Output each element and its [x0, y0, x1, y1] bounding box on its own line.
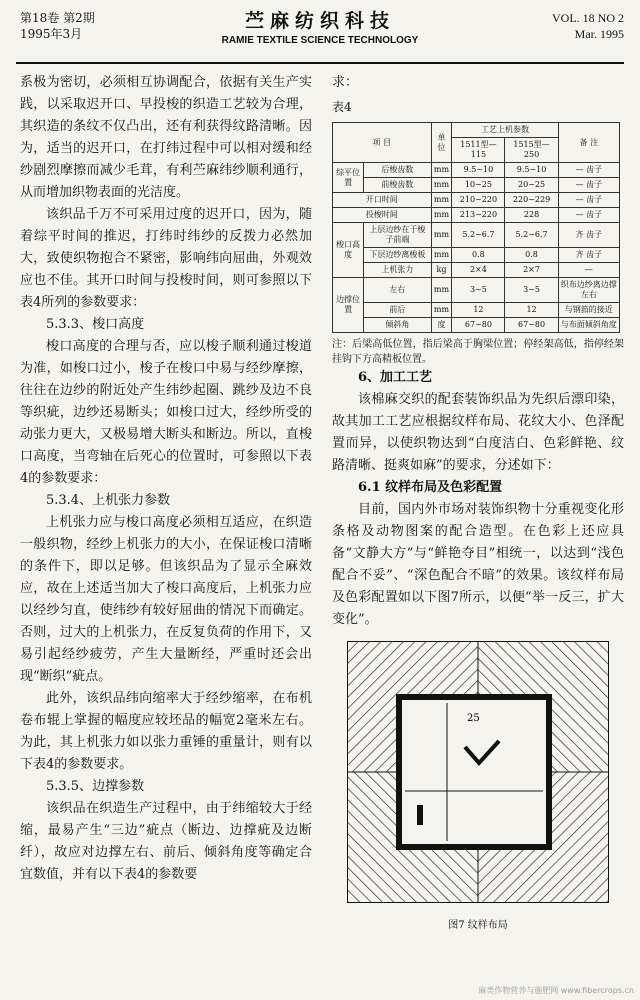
table-cell: 度	[431, 318, 452, 333]
header-rule	[16, 62, 624, 64]
paragraph: 目前，国内外市场对装饰织物十分重视变化形条格及动物图案的配合造型。在色彩上还应具备“文静大方”与“鲜艳夺目”相统一，以达到“浅色配合不妥”、“深色配合不暗”的效果。该纹样布局及色彩配置如以下图7所示，以便“举一反三，扩大变化”。	[332, 502, 624, 627]
table-cell: 20~25	[505, 178, 558, 193]
table-note: 注：后梁高低位置，指后梁高于胸梁位置；停经架高低，指停经架挂钩下方高精板位置。	[332, 339, 624, 365]
table-cell: 0.8	[505, 248, 558, 263]
table-cell: 5.2~6.7	[452, 223, 505, 248]
table-cell: 210~220	[452, 193, 505, 208]
journal-title-cn: 苎麻纺织科技	[244, 10, 395, 32]
table-cell: 0.8	[452, 248, 505, 263]
table-header-cell: 单位	[431, 123, 452, 163]
table-cell: mm	[431, 303, 452, 318]
table-cell: 前后	[364, 303, 431, 318]
table-cell: 220~229	[505, 193, 558, 208]
figure-caption: 图7 纹样布局	[448, 920, 508, 931]
table-cell: 齐 齿子	[558, 223, 619, 248]
figure-7	[347, 641, 609, 937]
table-cell: 与钢筘的接近	[558, 303, 619, 318]
date-en: Mar. 1995	[574, 27, 624, 41]
paragraph: 该棉麻交织的配套装饰织品为先织后漂印染，故其加工工艺应根据纹样布局、花纹大小、色泽配置而异，以使织物达到“白度洁白、色彩鲜艳、纹路清晰、挺爽如麻”的要求，分述如下：	[332, 392, 624, 473]
right-column	[332, 72, 624, 937]
table-cell: 前梭齿数	[364, 178, 431, 193]
table-header-row	[333, 123, 620, 138]
table-row	[333, 303, 620, 318]
table-row	[333, 208, 620, 223]
paragraph: 该织品在织造生产过程中，由于纬缩较大于经缩，最易产生“三边”疵点（断边、边撑疵及边断纤），故应对边撑左右、前后、倾斜角度等确定合宜数值，并有以下表4的参数要	[20, 801, 312, 882]
paragraph: 系极为密切，必须相互协调配合，依据有关生产实践，以采取迟开口、早投梭的织造工艺较为合理，其织造的条纹不仅凸出，还有利获得纹路清晰。因为，适当的迟开口，在打纬过程中可以相对缓和经纱剧烈摩擦而减少毛茸，有利苎麻纬纱顺利通行，从而增加织物表面的光洁度。	[20, 75, 312, 200]
table-cell: 边撑位置	[333, 278, 364, 333]
figure-dimension-label: 25	[467, 713, 480, 724]
table-cell: 下层边纱离梭板	[364, 248, 431, 263]
watermark: 麻类作物营养与施肥网 www.fibercrops.cn	[478, 986, 634, 995]
paragraph-continuation: 求：	[332, 75, 359, 90]
table-cell: 228	[505, 208, 558, 223]
table-cell: 2×4	[452, 263, 505, 278]
table-cell: mm	[431, 223, 452, 248]
table-cell: 左右	[364, 278, 431, 303]
section-heading: 5.3.5、边撑参数	[46, 779, 145, 794]
table-cell: 12	[452, 303, 505, 318]
pattern-layout-image	[347, 641, 609, 903]
section-heading: 6、加工工艺	[358, 370, 433, 385]
table-row	[333, 248, 620, 263]
table-cell: mm	[431, 248, 452, 263]
table-cell: mm	[431, 193, 452, 208]
table-cell: 织布边纱离边撑左右	[558, 278, 619, 303]
table-cell: 67~80	[452, 318, 505, 333]
table-cell: — 齿子	[558, 178, 619, 193]
table-cell: 213~220	[452, 208, 505, 223]
table-row	[333, 223, 620, 248]
table-cell: 5.2~6.7	[505, 223, 558, 248]
table-cell: mm	[431, 208, 452, 223]
header-center	[200, 6, 440, 46]
table-cell: 2×7	[505, 263, 558, 278]
table-cell: 与布面倾斜角度	[558, 318, 619, 333]
section-heading: 5.3.3、梭口高度	[46, 317, 145, 332]
table-cell: 上层边纱在于梭子前端	[364, 223, 431, 248]
section-heading: 5.3.4、上机张力参数	[46, 493, 171, 508]
section-heading: 6.1 纹样布局及色彩配置	[358, 480, 503, 495]
table-cell: mm	[431, 178, 452, 193]
paragraph: 此外，该织品纬向缩率大于经纱缩率，在布机卷布辊上掌握的幅度应较坯品的幅宽2毫米左右。为此，其上机张力如以张力重锤的重量计，则有以下表4的参数要求。	[20, 691, 312, 772]
table-header-cell: 1515型—250	[505, 138, 558, 163]
table-cell: 9.5~10	[505, 163, 558, 178]
table-cell: 投梭时间	[333, 208, 432, 223]
paragraph: 梭口高度的合理与否，应以梭子顺利通过梭道为准，如梭口过小，梭子在梭口中易与经纱摩擦，往往在边纱的附近处产生纬纱起圈、跳纱及边不良等织疵，边纱还易断头；如梭口过大，经纱所受的动张力更大，又极易增大断头和断边。所以，直梭口高度，当弯轴在后死心的位置时，可参照以下表4的参数要求：	[20, 339, 312, 486]
journal-title-en: RAMIE TEXTILE SCIENCE TECHNOLOGY	[221, 35, 419, 46]
table-cell: — 齿子	[558, 163, 619, 178]
table-header-cell: 备 注	[558, 123, 619, 163]
paragraph: 上机张力应与梭口高度必须相互适应，在织造一般织物，经纱上机张力的大小，在保证梭口清晰的条件下，即以足够。但该织品为了显示全麻效应，故在上述适当加大了梭口高度后，上机张力应以经纱匀直，使纬纱有较好屈曲的情况下而确定。否则，过大的上机张力，在反复负荷的作用下，又易引起经纱疲劳，产生大量断经，严重时还会出现“断织”疵点。	[20, 515, 312, 684]
page-header	[0, 0, 640, 60]
table-row	[333, 178, 620, 193]
table-row	[333, 193, 620, 208]
header-right	[552, 10, 624, 42]
table-cell: 综平位置	[333, 163, 364, 193]
table-cell: 开口时间	[333, 193, 432, 208]
table-row	[333, 318, 620, 333]
table-cell: 67~80	[505, 318, 558, 333]
left-column	[20, 72, 312, 886]
table-cell: —	[558, 263, 619, 278]
table-header-cell: 项 目	[333, 123, 432, 163]
table-cell: 梭口高度	[333, 223, 364, 278]
table-row	[333, 278, 620, 303]
table-row	[333, 263, 620, 278]
table-cell: 上机张力	[364, 263, 431, 278]
table-cell: 9.5~10	[452, 163, 505, 178]
table-row	[333, 163, 620, 178]
volume-cn: 第18卷 第2期	[20, 11, 95, 25]
table-cell: kg	[431, 263, 452, 278]
paragraph: 该织品千万不可采用过度的迟开口，因为，随着综平时间的推迟，打纬时纬纱的反拨力必然加大，致使织物抱合不紧密，影响纬向屈曲，外观效应也不佳。其开口时间与投梭时间，则可参照以下表4所列的参数要求：	[20, 207, 312, 310]
header-left	[20, 10, 95, 42]
table-header-cell: 1511型—115	[452, 138, 505, 163]
table-cell: 齐 齿子	[558, 248, 619, 263]
table-cell: mm	[431, 278, 452, 303]
table-cell: mm	[431, 163, 452, 178]
table-cell: — 齿子	[558, 193, 619, 208]
table-cell: 倾斜角	[364, 318, 431, 333]
volume-en: VOL. 18 NO 2	[552, 11, 624, 25]
table-cell: — 齿子	[558, 208, 619, 223]
parameter-table	[332, 122, 620, 333]
table-header-cell: 工艺上机参数	[452, 123, 558, 138]
date-cn: 1995年3月	[20, 27, 83, 41]
table-cell: 12	[505, 303, 558, 318]
table-4	[332, 122, 624, 333]
table-cell: 10~25	[452, 178, 505, 193]
table-cell: 3~5	[452, 278, 505, 303]
table-cell: 3~5	[505, 278, 558, 303]
table-cell: 后梭齿数	[364, 163, 431, 178]
table-title: 表4	[332, 100, 352, 114]
